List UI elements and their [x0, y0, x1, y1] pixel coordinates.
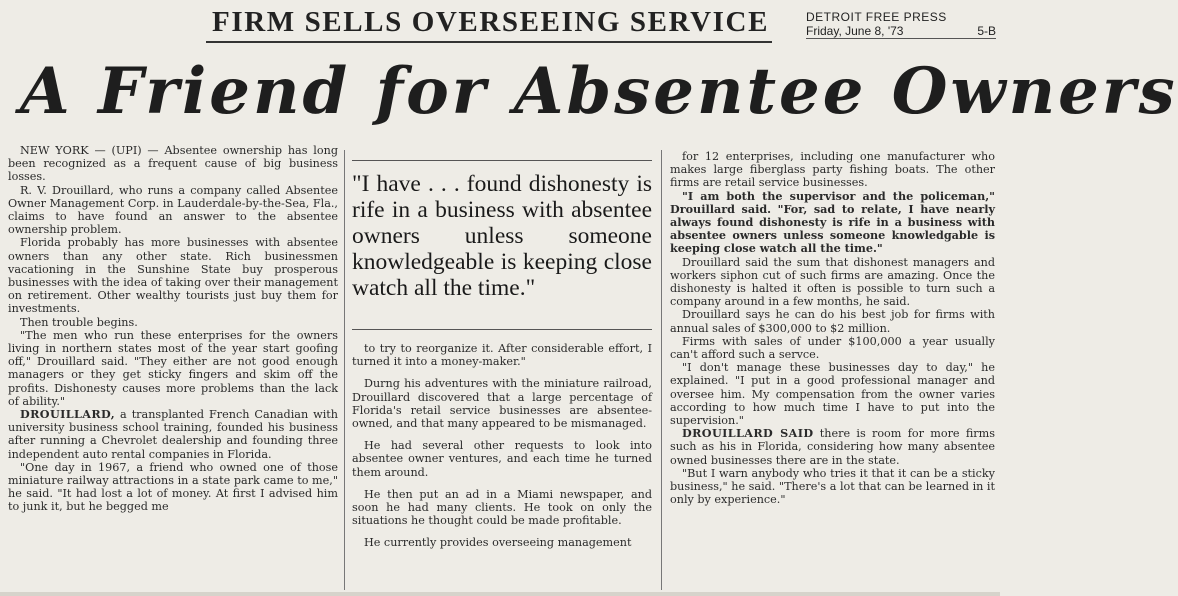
paragraph-text: Drouillard said the sum that dishonest managers and workers siphon cut of such firms are amazing. Once the dishonesty is halted it often is possible to turn such a company around in a few months, he said. — [670, 255, 995, 309]
article-paragraph — [8, 316, 338, 329]
main-headline: A Friend for Absentee Owners — [20, 54, 1178, 129]
article-paragraph — [352, 488, 652, 528]
paragraph-text: Florida probably has more businesses with absentee owners than any other state. Rich businessmen vacationing in the Sunshine State buy prosperous businesses with the idea of taking over their management on retirement. Other wealthy tourists just buy them for investments. — [8, 236, 338, 316]
section-page: 5-B — [977, 24, 996, 38]
article-paragraph — [670, 335, 995, 361]
masthead — [806, 10, 996, 38]
paragraph-lead-in: DROUILLARD, — [20, 407, 116, 422]
article-paragraph — [8, 329, 338, 408]
article-paragraph — [670, 427, 995, 467]
article-paragraph — [8, 236, 338, 315]
paragraph-text: there is room for more firms such as his in Florida, considering how many absentee owned businesses there are in the state. — [670, 427, 995, 467]
article-column-4 — [670, 150, 995, 596]
paper-name: DETROIT FREE PRESS — [806, 10, 947, 24]
kicker-headline: FIRM SELLS OVERSEEING SERVICE — [212, 6, 770, 38]
article-paragraph — [670, 308, 995, 334]
article-column-3 — [352, 342, 652, 596]
paragraph-text: Durng his adventures with the miniature railroad, Drouillard discovered that a large percentage of Florida's retail service businesses are absentee-owned, and that many appeared to be mismanaged. — [352, 377, 652, 431]
column-divider — [661, 150, 662, 590]
article-paragraph — [670, 361, 995, 427]
dateline-row — [806, 24, 996, 38]
torn-edge — [0, 592, 1000, 596]
paragraph-text: a transplanted French Canadian with university business school training, founded his business after running a Chevrolet dealership and founding three independent auto rental companies in Florida. — [8, 408, 338, 461]
article-paragraph — [352, 536, 652, 549]
article-paragraph — [352, 342, 652, 368]
paragraph-text: Drouillard says he can do his best job for firms with annual sales of $300,000 to $2 million. — [670, 308, 995, 335]
article-paragraph — [352, 377, 652, 430]
paragraph-text: for 12 enterprises, including one manufacturer who makes large fiberglass party fishing boats. The other firms are retail service businesses. — [670, 150, 995, 190]
paragraph-text: He had several other requests to look into absentee owner ventures, and each time he turned them around. — [352, 439, 652, 479]
paragraph-text: "I don't manage these businesses day to day," he explained. "I put in a good professional manager and oversee him. My compensation from the owner varies according to how much time I have to put into the supervision." — [670, 361, 995, 428]
article-paragraph — [352, 439, 652, 479]
pull-quote — [352, 160, 652, 330]
article-paragraph — [670, 467, 995, 507]
paragraph-text: "But I warn anybody who tries it that it can be a sticky business," he said. "There's a lot that can be learned in it only by experience." — [670, 466, 995, 507]
paragraph-text: Firms with sales of under $100,000 a year usually can't afford such a servce. — [670, 334, 995, 362]
paragraph-text: R. V. Drouillard, who runs a company called Absentee Owner Management Corp. in Lauderdale-by-the-Sea, Fla., claims to have found an answer to the absentee ownership problem. — [8, 183, 338, 237]
kicker-rule — [206, 41, 772, 43]
paragraph-text: He currently provides overseeing management — [364, 536, 632, 550]
article-paragraph — [670, 256, 995, 309]
column-divider — [344, 150, 345, 590]
article-paragraph — [8, 184, 338, 237]
paragraph-text: Then trouble begins. — [20, 315, 138, 329]
paragraph-text: He then put an ad in a Miami newspaper, and soon he had many clients. He took on only the situations he thought could be made profitable. — [352, 487, 652, 528]
paragraph-lead-in: DROUILLARD SAID — [682, 426, 814, 441]
article-paragraph — [8, 408, 338, 461]
article-paragraph — [670, 190, 995, 256]
issue-date: Friday, June 8, '73 — [806, 24, 904, 38]
article-paragraph — [8, 144, 338, 184]
paragraph-text: "I am both the supervisor and the policeman," Drouillard said. "For, sad to relate, I have nearly always found dishonesty is rife in a business with absentee owners unless someone knowledgable is keeping close watch all the time." — [670, 188, 995, 256]
masthead-rule — [806, 38, 996, 39]
article-column-1 — [8, 144, 338, 596]
article-paragraph — [8, 461, 338, 514]
paragraph-text: NEW YORK — (UPI) — Absentee ownership has long been recognized as a frequent cause of big business losses. — [8, 144, 338, 184]
paragraph-text: "The men who run these enterprises for the owners living in northern states most of the year start goofing off," Drouillard said. "They either are not good enough managers or they get sticky fingers and skim off the profits. Dishonesty causes more problems than the lack of ability." — [8, 328, 338, 408]
paragraph-text: to try to reorganize it. After considerable effort, I turned it into a money-maker." — [352, 342, 652, 369]
article-paragraph — [670, 150, 995, 190]
pull-quote-text: "I have . . . found dishonesty is rife in a business with absentee owners unless someone knowledgeable is keeping close watch all the time." — [352, 171, 652, 301]
paragraph-text: "One day in 1967, a friend who owned one of those miniature railway attractions in a state park came to me," he said. "It had lost a lot of money. At first I advised him to junk it, but he begged me — [8, 460, 338, 514]
